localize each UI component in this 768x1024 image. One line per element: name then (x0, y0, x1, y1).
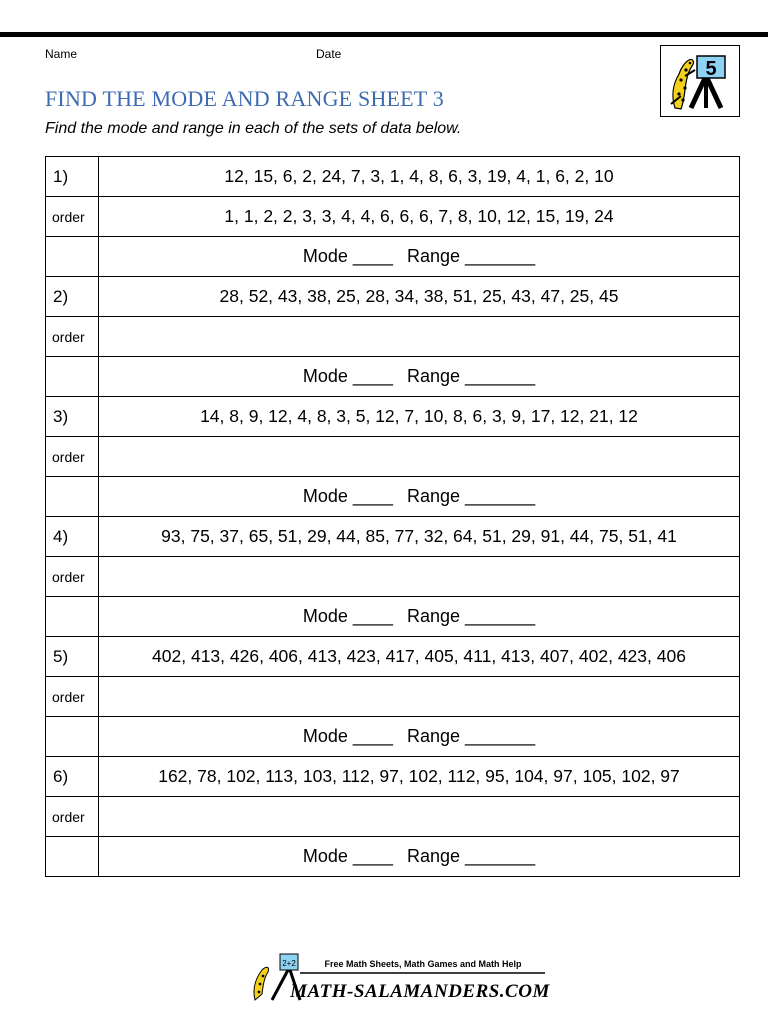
blank-cell (46, 357, 99, 397)
problem-row (46, 517, 740, 557)
order-answer (99, 557, 740, 597)
order-label: order (46, 677, 99, 717)
problem-number: 4) (46, 517, 99, 557)
footer-tagline: Free Math Sheets, Math Games and Math Help (324, 959, 522, 969)
top-rule (0, 32, 768, 37)
mode-range-answer (99, 237, 740, 277)
range-blank: Range _______ (406, 486, 536, 506)
range-blank: Range _______ (406, 726, 536, 746)
problem-row (46, 397, 740, 437)
range-blank: Range _______ (406, 366, 536, 386)
order-answer (99, 317, 740, 357)
data-set: 402, 413, 426, 406, 413, 423, 417, 405, 411, 413, 407, 402, 423, 406 (99, 637, 740, 677)
mode-range-row (46, 837, 740, 877)
blank-cell (46, 237, 99, 277)
mode-blank: Mode ____ (302, 246, 393, 266)
data-set: 12, 15, 6, 2, 24, 7, 3, 1, 4, 8, 6, 3, 19, 4, 1, 6, 2, 10 (99, 157, 740, 197)
problem-number: 2) (46, 277, 99, 317)
mode-range-answer (99, 837, 740, 877)
mode-blank: Mode ____ (302, 726, 393, 746)
mode-range-row (46, 357, 740, 397)
svg-text:2+2: 2+2 (282, 959, 296, 968)
order-row (46, 437, 740, 477)
order-row (46, 317, 740, 357)
blank-cell (46, 477, 99, 517)
mode-range-row (46, 597, 740, 637)
order-label: order (46, 797, 99, 837)
grade-logo (660, 45, 740, 117)
mode-blank: Mode ____ (302, 366, 393, 386)
order-label: order (46, 197, 99, 237)
order-answer (99, 437, 740, 477)
problem-number: 1) (46, 157, 99, 197)
footer (0, 940, 768, 1010)
order-label: order (46, 437, 99, 477)
problems-table (45, 156, 740, 877)
range-blank: Range _______ (406, 246, 536, 266)
order-label: order (46, 317, 99, 357)
problem-number: 3) (46, 397, 99, 437)
order-row (46, 797, 740, 837)
mode-blank: Mode ____ (302, 486, 393, 506)
problem-number: 6) (46, 757, 99, 797)
mode-range-row (46, 477, 740, 517)
order-row (46, 197, 740, 237)
problem-row (46, 277, 740, 317)
order-answer: 1, 1, 2, 2, 3, 3, 4, 4, 6, 6, 6, 7, 8, 10, 12, 15, 19, 24 (99, 197, 740, 237)
blank-cell (46, 597, 99, 637)
salamander-icon (661, 46, 739, 116)
order-row (46, 677, 740, 717)
range-blank: Range _______ (406, 846, 536, 866)
mode-range-row (46, 237, 740, 277)
date-label: Date (316, 47, 342, 61)
mode-blank: Mode ____ (302, 846, 393, 866)
range-blank: Range _______ (406, 606, 536, 626)
data-set: 162, 78, 102, 113, 103, 112, 97, 102, 112, 95, 104, 97, 105, 102, 97 (99, 757, 740, 797)
mode-range-answer (99, 477, 740, 517)
blank-cell (46, 837, 99, 877)
instructions: Find the mode and range in each of the sets of data below. (45, 120, 462, 137)
data-set: 93, 75, 37, 65, 51, 29, 44, 85, 77, 32, 64, 51, 29, 91, 44, 75, 51, 41 (99, 517, 740, 557)
mode-range-answer (99, 717, 740, 757)
problem-row (46, 637, 740, 677)
svg-text:5: 5 (705, 58, 717, 80)
order-answer (99, 677, 740, 717)
problem-row (46, 157, 740, 197)
name-label: Name (45, 47, 78, 61)
page-title: FIND THE MODE AND RANGE SHEET 3 (45, 86, 444, 111)
problem-row (46, 757, 740, 797)
order-answer (99, 797, 740, 837)
mode-range-answer (99, 357, 740, 397)
order-label: order (46, 557, 99, 597)
mode-range-answer (99, 597, 740, 637)
data-set: 28, 52, 43, 38, 25, 28, 34, 38, 51, 25, 43, 47, 25, 45 (99, 277, 740, 317)
order-row (46, 557, 740, 597)
mode-blank: Mode ____ (302, 606, 393, 626)
data-set: 14, 8, 9, 12, 4, 8, 3, 5, 12, 7, 10, 8, 6, 3, 9, 17, 12, 21, 12 (99, 397, 740, 437)
footer-site-name: MATH-SALAMANDERS.COM (290, 981, 550, 1002)
blank-cell (46, 717, 99, 757)
problem-number: 5) (46, 637, 99, 677)
mode-range-row (46, 717, 740, 757)
